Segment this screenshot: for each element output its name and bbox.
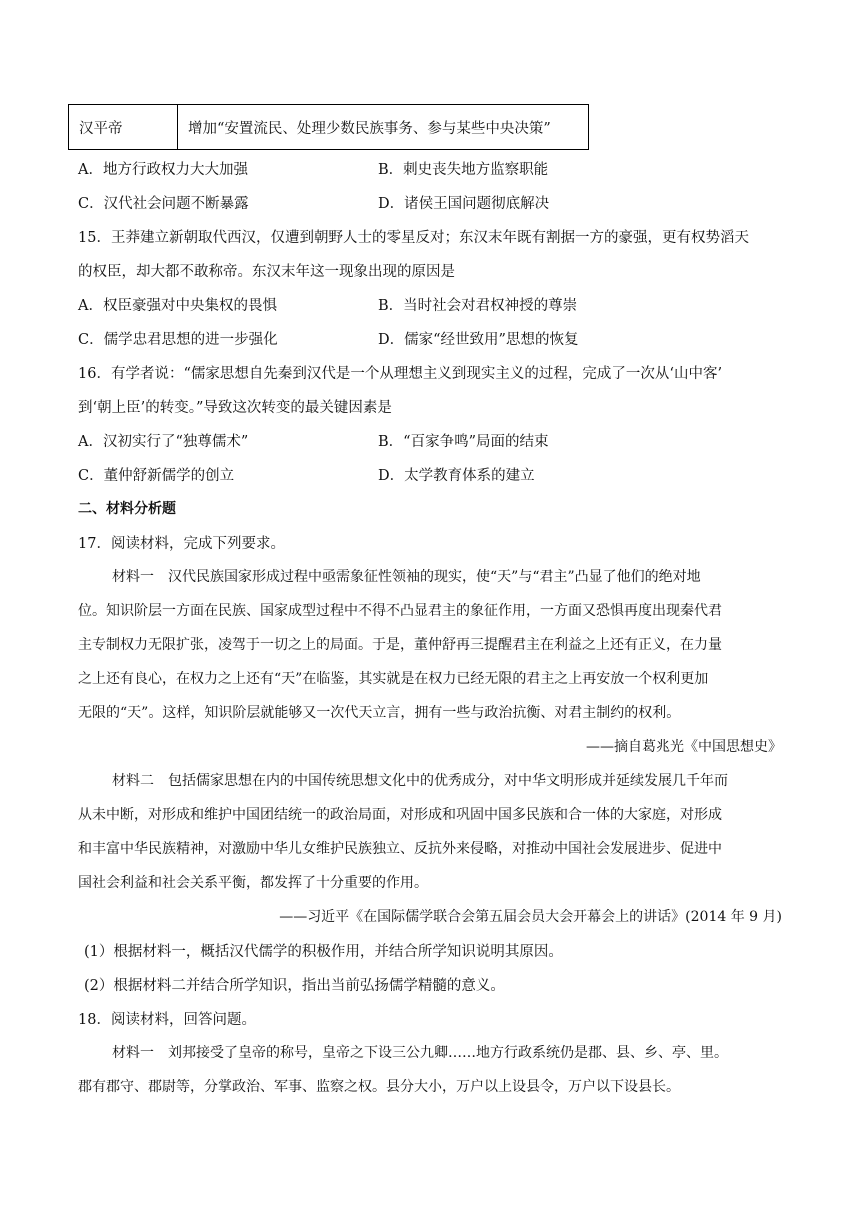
section-heading: 二、材料分析题 bbox=[78, 501, 176, 517]
q16-option-a[interactable]: A．汉初实行了“独尊儒术” bbox=[78, 434, 249, 450]
q16-option-b[interactable]: B．“百家争鸣”局面的结束 bbox=[378, 434, 549, 450]
q14-option-b[interactable]: B．刺史丧失地方监察职能 bbox=[378, 162, 549, 178]
q16-option-d[interactable]: D．太学教育体系的建立 bbox=[378, 468, 535, 484]
q16-stem-line1: 16．有学者说：“儒家思想自先秦到汉代是一个从理想主义到现实主义的过程，完成了一次从‘山中客’ bbox=[78, 366, 723, 382]
q15-option-d[interactable]: D．儒家“经世致用”思想的恢复 bbox=[378, 332, 579, 348]
q14-option-c[interactable]: C．汉代社会问题不断暴露 bbox=[78, 196, 249, 212]
q17-material2-line: 和丰富中华民族精神，对激励中华儿女维护民族独立、反抗外来侵略，对推动中国社会发展进步、促进中 bbox=[78, 841, 722, 857]
q18-material1-line: 郡有郡守、郡尉等，分掌政治、军事、监察之权。县分大小，万户以上设县令，万户以下设县长。 bbox=[78, 1079, 680, 1095]
q15-stem-line2: 的权臣，却大都不敢称帝。东汉末年这一现象出现的原因是 bbox=[78, 264, 455, 280]
reform-table bbox=[68, 104, 589, 150]
q17-stem: 17．阅读材料，完成下列要求。 bbox=[78, 536, 285, 552]
q17-material2-line: 从未中断，对形成和维护中国团结统一的政治局面，对形成和巩固中国多民族和合一体的大家庭，对形成 bbox=[78, 807, 722, 823]
q17-material2-line: 材料二 包括儒家思想在内的中国传统思想文化中的优秀成分，对中华文明形成并延续发展几千年而 bbox=[112, 773, 728, 789]
q18-material1-line: 材料一 刘邦接受了皇帝的称号，皇帝之下设三公九卿……地方行政系统仍是郡、县、乡、亭、里。 bbox=[112, 1045, 728, 1061]
q17-material1-line: 主专制权力无限扩张，凌驾于一切之上的局面。于是，董仲舒再三提醒君主在利益之上还有正义，在力量 bbox=[78, 637, 722, 653]
table-row bbox=[69, 105, 589, 150]
q15-stem-line1: 15．王莽建立新朝取代西汉，仅遭到朝野人士的零星反对；东汉末年既有割据一方的豪强，更有权势滔天 bbox=[78, 230, 749, 246]
q17-material1-line: 无限的“天”。这样，知识阶层就能够又一次代天立言，拥有一些与政治抗衡、对君主制约的权利。 bbox=[78, 705, 681, 721]
table-cell-content: 增加“安置流民、处理少数民族事务、参与某些中央决策” bbox=[178, 105, 589, 150]
q17-material1-line: 材料一 汉代民族国家形成过程中亟需象征性领袖的现实，使“天”与“君主”凸显了他们的绝对地 bbox=[112, 569, 701, 585]
q17-subquestion-1: (1）根据材料一，概括汉代儒学的积极作用，并结合所学知识说明其原因。 bbox=[84, 944, 563, 960]
q16-stem-line2: 到‘朝上臣’的转变。”导致这次转变的最关键因素是 bbox=[78, 400, 392, 416]
q14-option-a[interactable]: A．地方行政权力大大加强 bbox=[78, 162, 248, 178]
q17-material1-source: ——摘自葛兆光《中国思想史》 bbox=[586, 739, 782, 755]
q17-material1-line: 之上还有良心，在权力之上还有“天”在临鉴，其实就是在权力已经无限的君主之上再安放一个权利更加 bbox=[78, 671, 709, 687]
table-cell-emperor: 汉平帝 bbox=[69, 105, 178, 150]
q17-subquestion-2: (2）根据材料二并结合所学知识，指出当前弘扬儒学精髓的意义。 bbox=[84, 978, 505, 994]
q17-material1-line: 位。知识阶层一方面在民族、国家成型过程中不得不凸显君主的象征作用，一方面又恐惧再度出现秦代君 bbox=[78, 603, 722, 619]
q15-option-a[interactable]: A．权臣豪强对中央集权的畏惧 bbox=[78, 298, 277, 314]
q15-option-c[interactable]: C．儒学忠君思想的进一步强化 bbox=[78, 332, 278, 348]
q17-material2-line: 国社会利益和社会关系平衡，都发挥了十分重要的作用。 bbox=[78, 875, 428, 891]
q14-option-d[interactable]: D．诸侯王国问题彻底解决 bbox=[378, 196, 550, 212]
q16-option-c[interactable]: C．董仲舒新儒学的创立 bbox=[78, 468, 235, 484]
q15-option-b[interactable]: B．当时社会对君权神授的尊崇 bbox=[378, 298, 578, 314]
q18-stem: 18．阅读材料，回答问题。 bbox=[78, 1012, 256, 1028]
q17-material2-source: ——习近平《在国际儒学联合会第五届会员大会开幕会上的讲话》(2014 年 9 月) bbox=[279, 909, 782, 925]
